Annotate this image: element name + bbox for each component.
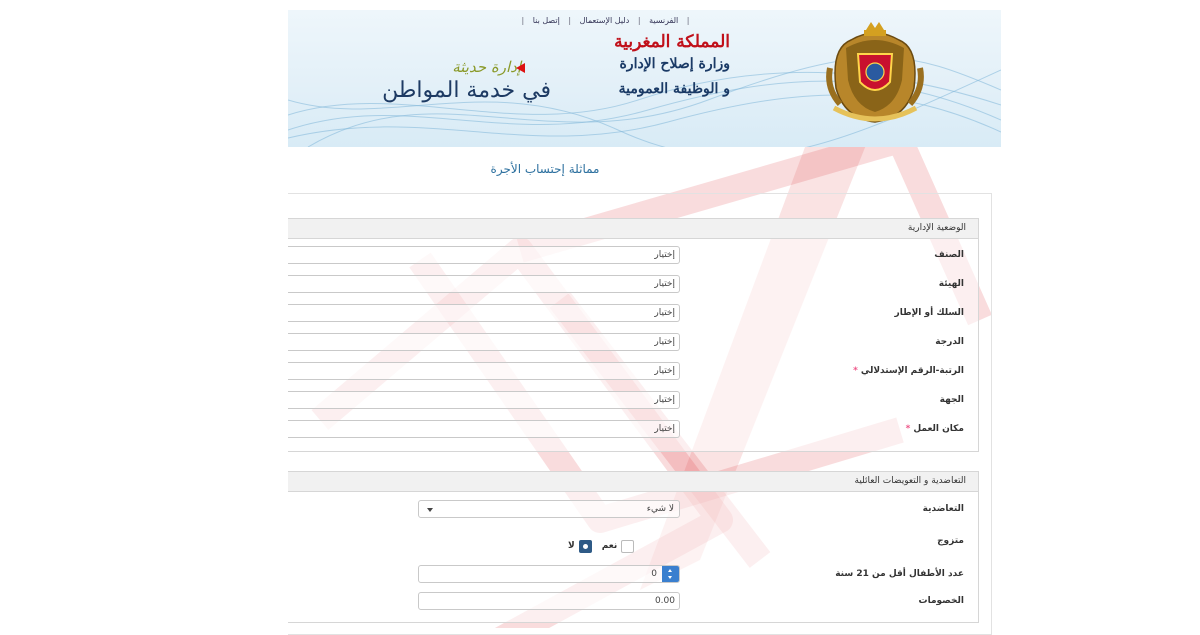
workplace-select[interactable] — [288, 420, 680, 438]
field-row-mutual — [288, 500, 978, 522]
married-yes-radio[interactable] — [621, 540, 634, 553]
slogan-line2: في خدمة المواطن — [382, 78, 551, 103]
field-row-corps — [288, 304, 978, 326]
field-row-workplace — [288, 420, 978, 442]
ministry-title-line2: و الوظيفة العمومية — [618, 81, 730, 97]
required-mark: * — [905, 424, 911, 434]
married-no-label: لا — [568, 541, 575, 551]
header-banner — [288, 10, 1001, 147]
deductions-input[interactable] — [418, 592, 680, 610]
body-select[interactable] — [288, 275, 680, 293]
admin-section-title: الوضعية الإدارية — [288, 219, 978, 239]
children-label: عدد الأطفال أقل من 21 سنة — [835, 569, 964, 579]
grade-value: إختيار — [654, 337, 675, 347]
rank-index-label: الرتبة-الرقم الإستدلالي* — [853, 366, 964, 376]
field-row-body — [288, 275, 978, 297]
deductions-value: 0.00 — [654, 596, 675, 606]
region-select[interactable] — [288, 391, 680, 409]
field-row-rank-index — [288, 362, 978, 384]
admin-situation-panel — [288, 218, 979, 452]
workplace-label: مكان العمل* — [905, 424, 964, 434]
children-value: 0 — [651, 569, 657, 579]
top-links: | الفرنسية | دليل الإستعمال | إتصل بنا | — [521, 16, 690, 25]
category-value: إختيار — [654, 250, 675, 260]
region-label: الجهة — [939, 395, 964, 405]
deductions-label: الخصومات — [918, 596, 964, 606]
grade-label: الدرجة — [935, 337, 964, 347]
married-yes-label: نعم — [601, 541, 618, 551]
married-label: متزوج — [937, 536, 964, 546]
children-stepper[interactable] — [418, 565, 680, 583]
link-contact[interactable]: إتصل بنا — [532, 16, 560, 25]
corps-label: السلك أو الإطار — [894, 308, 964, 318]
coat-of-arms-emblem — [826, 18, 924, 126]
chevron-down-icon — [427, 508, 433, 512]
mutual-dropdown[interactable] — [418, 500, 680, 518]
ministry-title-line1: وزارة إصلاح الإدارة — [619, 56, 730, 72]
family-allowances-panel — [288, 471, 979, 623]
kingdom-title: المملكة المغربية — [614, 32, 730, 52]
field-row-category — [288, 246, 978, 268]
corps-select[interactable] — [288, 304, 680, 322]
body-label: الهيئة — [938, 279, 964, 289]
slogan-line1: إدارة حديثة — [452, 58, 521, 76]
rank-index-select[interactable] — [288, 362, 680, 380]
field-row-children — [288, 565, 978, 587]
page-title: مماثلة إحتساب الأجرة — [490, 162, 600, 176]
mutual-value: لا شيء — [646, 504, 674, 514]
region-value: إختيار — [654, 395, 675, 405]
married-options — [558, 539, 634, 553]
field-row-deductions — [288, 592, 978, 614]
field-row-married — [288, 532, 978, 554]
category-select[interactable] — [288, 246, 680, 264]
link-user-guide[interactable]: دليل الإستعمال — [579, 16, 630, 25]
body-value: إختيار — [654, 279, 675, 289]
category-label: الصنف — [934, 250, 964, 260]
rank-index-value: إختيار — [654, 366, 675, 376]
mutual-label: التعاضدية — [922, 504, 964, 514]
spinner-arrows-icon[interactable] — [662, 566, 679, 582]
corps-value: إختيار — [654, 308, 675, 318]
required-mark: * — [853, 366, 858, 376]
grade-select[interactable] — [288, 333, 680, 351]
red-arrow-icon — [516, 63, 525, 73]
field-row-grade — [288, 333, 978, 355]
workplace-value: إختيار — [654, 424, 675, 434]
field-row-region — [288, 391, 978, 413]
married-no-radio[interactable] — [579, 540, 592, 553]
family-section-title: التعاضدية و التعويضات العائلية — [288, 472, 978, 492]
link-french[interactable]: الفرنسية — [649, 16, 679, 25]
